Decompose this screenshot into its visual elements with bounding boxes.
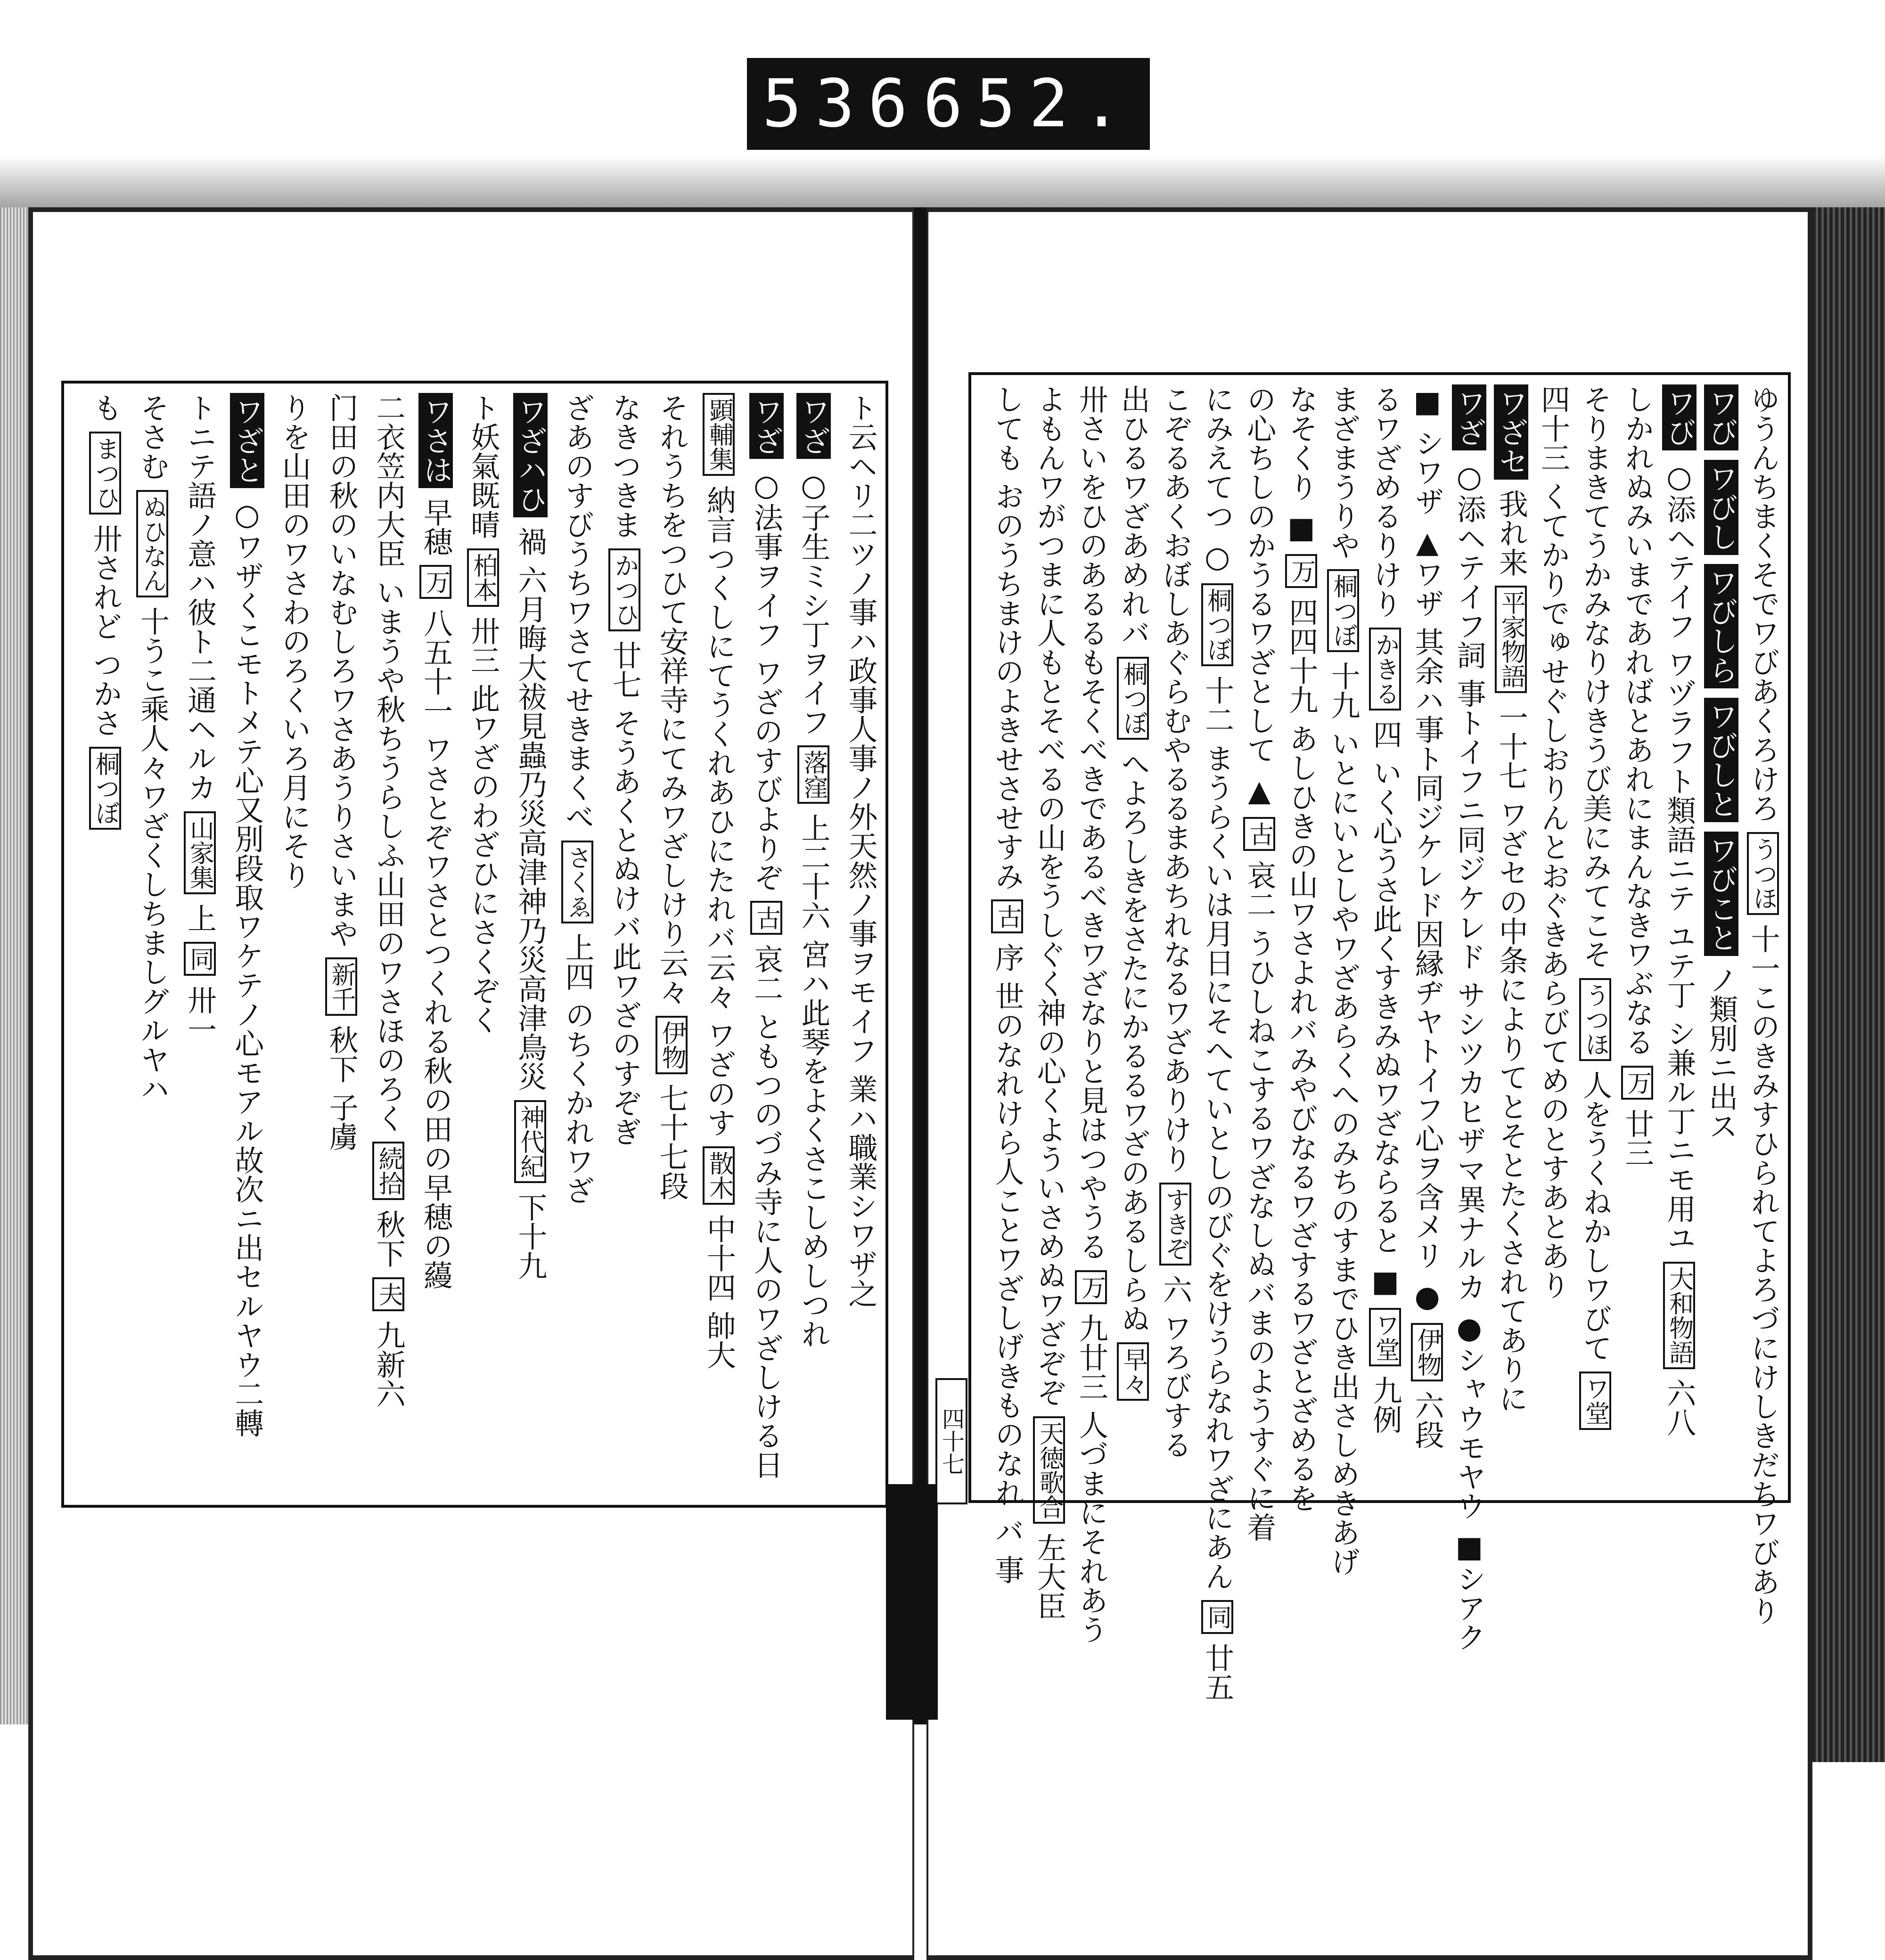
source-citation: 夫 — [372, 1277, 404, 1311]
entry-text: ○添ヘテイフ詞 事トイフニ同ジケレド サシツカヒザマ異ナルカ ●シャウモヤウ ■シアク — [1452, 450, 1487, 1652]
source-citation: 同 — [184, 942, 216, 976]
source-citation: 万 — [419, 565, 451, 599]
entry-text: るワざめるりけり — [1368, 384, 1403, 628]
source-citation: 桐つぼ — [1327, 569, 1359, 652]
text-column — [461, 393, 499, 1495]
text-column — [1741, 384, 1780, 1625]
source-citation: 万 — [1075, 1270, 1107, 1304]
text-column — [1237, 384, 1277, 1542]
source-citation: 散木 — [703, 1146, 735, 1205]
entry-text: 秋下 — [371, 1200, 406, 1277]
entry-text: 廿五 — [1200, 1633, 1235, 1702]
entry-text: 序 世のなれけら人ことワざしげきものなれ バ 事 — [990, 933, 1025, 1584]
source-citation: 落窪 — [797, 745, 829, 804]
entry-text: 门田の秋のいなむしろワさあうりさいまや — [324, 393, 359, 957]
text-column — [508, 393, 546, 1495]
text-column — [555, 393, 593, 1495]
text-column — [602, 393, 640, 1495]
entry-text: 二衣笠内大臣 いまうや秋ちうらしふ山田のワさほのろく — [371, 393, 406, 1142]
entry-text: ○子生ミシ丁ヲイフ — [796, 459, 831, 746]
headword: ワざと — [230, 393, 264, 488]
entry-text: へよろしきをさたにかるるワざのあるしらぬ — [1116, 739, 1151, 1343]
source-citation: うつほ — [1579, 978, 1611, 1061]
headword: ワび — [1704, 384, 1738, 450]
text-column — [1405, 384, 1445, 1487]
source-citation: ワ堂 — [1369, 1308, 1401, 1366]
entry-text: こぞるあくおぼしあぐらむやるるまあちれなるワざありけり — [1158, 384, 1193, 1183]
entry-text: 一十七 ワざセの中条によりてとそとたくされてありに — [1494, 693, 1529, 1413]
source-citation: 早々 — [1117, 1342, 1149, 1401]
source-citation: 万 — [1285, 554, 1317, 588]
entry-text: 七十七段 — [655, 1074, 689, 1200]
source-citation: ぬひなん — [136, 490, 168, 597]
entry-text: 納言つくしにてうくれあひにたれバ云々 ワざのす — [702, 476, 737, 1147]
text-column — [791, 393, 829, 1495]
entry-text: 哀二 うひしねこするワざなしぬバまのようすぐに着 — [1242, 851, 1277, 1542]
entry-text — [1704, 555, 1738, 564]
headword: ワびしと — [1704, 698, 1738, 822]
entry-text — [1704, 822, 1738, 832]
label-left-number: 536 — [762, 65, 921, 142]
text-column — [319, 393, 357, 1495]
text-column — [1111, 384, 1151, 1487]
entry-text: 出ひるワざあめれバ — [1116, 384, 1151, 657]
entry-text: 六段 — [1410, 1381, 1445, 1449]
left-text-frame — [61, 381, 888, 1508]
source-citation: すきぞ — [1159, 1183, 1191, 1266]
source-citation: 桐つぼ — [89, 747, 121, 830]
label-right-number: 652. — [923, 65, 1135, 142]
page-number: 四十七 — [935, 1378, 967, 1504]
headword: ワざセ — [1494, 384, 1528, 480]
text-column — [272, 393, 310, 1495]
source-citation: うつほ — [1747, 832, 1779, 915]
source-citation: 続拾 — [372, 1142, 404, 1200]
headword: ワざ — [796, 393, 831, 459]
headword: ワざハひ — [513, 393, 548, 517]
headword: ワび — [1662, 384, 1696, 450]
text-column — [1027, 384, 1067, 1621]
entry-text: 禍 六月晦大祓見蟲乃災高津神乃災高津鳥災 — [513, 517, 548, 1101]
entry-text: ト云ヘリ二ツノ事ハ政事人事ノ外天然ノ事ヲモイフ 業ハ職業シワザ之 — [844, 393, 878, 1308]
source-citation: かつひ — [608, 548, 640, 631]
entry-text: 卅一 — [182, 976, 217, 1044]
entry-text: ゆうんちまくそでワびあくろけろ — [1746, 384, 1780, 832]
entry-text: 十一このきみすひられてよろづにけしきだちワびあり — [1746, 915, 1780, 1625]
source-citation: 天徳歌合 — [1033, 1416, 1065, 1524]
text-column — [1195, 384, 1235, 1702]
headword: ワびしら — [1704, 564, 1738, 688]
entry-text: 九新六 — [371, 1311, 406, 1408]
source-citation: 伊物 — [1411, 1323, 1443, 1381]
entry-text: も — [88, 393, 123, 432]
entry-text: よもんワがつまに人もとそべるの山をうしぐく神の心くよういさめぬワざぞぞ — [1032, 384, 1067, 1416]
entry-text: 卅されど つかさ — [88, 514, 123, 747]
text-column — [1363, 384, 1401, 1487]
text-column — [1447, 384, 1487, 1652]
entry-text: 十九 いとにいとしやワざあらくへのみちのすまでひき出さしめきあげ — [1326, 652, 1360, 1576]
entry-text: 秋下 子虜 — [324, 1015, 359, 1152]
entry-text: しかれぬみいまであればとあれにまんなきワぶなる — [1620, 384, 1655, 1066]
text-column — [366, 393, 404, 1495]
text-column — [1321, 384, 1360, 1576]
source-citation: 桐つぼ — [1201, 583, 1233, 666]
right-page-edges — [1812, 207, 1885, 1762]
source-citation: かきる — [1369, 628, 1401, 710]
text-column — [83, 393, 121, 1495]
entry-text: なきつきま — [607, 393, 642, 548]
source-citation: 古 — [991, 899, 1023, 933]
source-citation: 古 — [1243, 817, 1275, 851]
text-column — [1279, 384, 1319, 1512]
entry-text: 六八 — [1662, 1369, 1696, 1437]
entry-text: 卅三 此ワざのわざひにさくぞく — [466, 606, 500, 1035]
text-column — [697, 393, 737, 1495]
text-column — [1531, 384, 1571, 1487]
entry-text: それうちをつひて安祥寺にてみワざしけり云々 — [655, 393, 689, 1016]
source-citation: 同 — [1201, 1600, 1233, 1634]
entry-text: 卅さいをひのあるるもそくべきであるべきワざなりと見はつやうる — [1074, 384, 1109, 1270]
text-column — [649, 393, 687, 1495]
headword: ワさは — [418, 393, 453, 488]
source-citation: さくゑ — [561, 841, 593, 923]
entry-text: 上四 のちくかれワざ — [560, 923, 595, 1205]
source-citation: 伊物 — [656, 1016, 688, 1074]
entry-text: ○法事ヲイフ ワざのすびよりぞ — [749, 459, 784, 901]
entry-text: 九例 — [1368, 1366, 1403, 1434]
source-citation: 古 — [750, 901, 782, 935]
text-column — [178, 393, 215, 1495]
entry-text: しても おのうちまけのよきせさせすみ — [990, 384, 1025, 900]
text-column — [1615, 384, 1653, 1487]
entry-text: 廿七 そうあくとぬけバ此ワざのすぞぎ — [607, 631, 642, 1147]
text-column — [1657, 384, 1695, 1487]
entry-text: にみえてつ ○ — [1200, 384, 1235, 584]
entry-text: そりまきてうかみなりけきうび美にみてこそ — [1578, 384, 1613, 978]
source-citation: 桐つぼ — [1117, 657, 1149, 740]
source-citation: まつひ — [89, 432, 121, 514]
text-column — [413, 393, 451, 1495]
entry-text: 九廿三 人づまにそれあう — [1074, 1304, 1109, 1644]
left-page-edges — [0, 207, 28, 1724]
headword: ワびこと — [1704, 832, 1738, 956]
entry-text: トニテ語ノ意ハ彼ト二通ヘルカ — [182, 393, 217, 811]
entry-text: りを山田のワさわのろくいろ月にそり — [277, 393, 311, 890]
headword: ワびし — [1704, 460, 1738, 555]
call-number-label — [747, 58, 1150, 150]
headword: ワざ — [1452, 384, 1486, 450]
entry-text: ざあのすびうちワさてせきまくべ — [560, 393, 595, 841]
entry-text: 人をうくねかしワびて — [1578, 1061, 1613, 1372]
entry-text: 六 ワろびする — [1158, 1265, 1193, 1460]
source-citation: 神代紀 — [514, 1100, 546, 1183]
text-column — [744, 393, 782, 1495]
right-text-frame — [968, 372, 1791, 1702]
entry-text: 左大臣 — [1032, 1523, 1067, 1621]
entry-text — [1704, 688, 1738, 698]
entry-text: そさむ — [135, 393, 170, 490]
entry-text: 哀二 ともつのづみ寺に人のワざしける日 — [749, 935, 784, 1479]
entry-text: ト妖氣既晴 — [466, 393, 500, 548]
entry-text: 上二十六 宮ハ此琴をよくさこしめしつれ — [796, 804, 831, 1348]
source-citation: 平家物語 — [1495, 586, 1527, 693]
text-column — [1069, 384, 1109, 1644]
entry-text: 上 — [182, 894, 217, 942]
entry-text: 中十四 帥大 — [702, 1205, 737, 1370]
entry-text: 十うこ乘人々ワざくしちましグルヤハ — [135, 597, 170, 1103]
entry-text: 我れ来 — [1494, 480, 1529, 586]
headword: ワざ — [749, 393, 784, 459]
text-column — [838, 393, 876, 1495]
entry-text: 早穂 — [418, 488, 453, 565]
text-column — [225, 393, 262, 1495]
entry-text: の心ちしのかうるワざとして ▲ — [1242, 384, 1277, 817]
entry-text — [1704, 450, 1738, 460]
text-column — [130, 393, 168, 1495]
source-citation: 顕輔集 — [703, 393, 735, 476]
entry-text: ○ワザくこモトメテ心又別段取ワケテノ心モアル故次ニ出セルヤウ二轉 — [229, 488, 264, 1437]
text-column — [1153, 384, 1191, 1487]
entry-text: 八五十一 ワさとぞワさとつくれる秋の田の早穂の蘰 — [418, 599, 453, 1290]
gutter-bottom-shadow — [886, 1484, 938, 1720]
entry-text: 下十九 — [513, 1183, 548, 1280]
source-citation: 新千 — [325, 957, 357, 1016]
entry-text: ノ類別ニ出ス — [1704, 956, 1738, 1141]
entry-text: ■ シワザ ▲ワザ 其余ハ事ト同ジケレド因縁ヂヤトイフ心ヲ含メリ ● — [1410, 384, 1445, 1323]
source-citation: 山家集 — [184, 811, 216, 894]
source-citation: 万 — [1621, 1066, 1653, 1100]
text-column — [985, 384, 1025, 1584]
entry-text: 四十三 くてかりでゅせぐしおりんとおぐきあらびてめのとすあとあり — [1536, 384, 1571, 1299]
source-citation: 柏本 — [467, 548, 499, 607]
text-column — [1489, 384, 1529, 1487]
entry-text: 四四十九 あしひきの山ワさよれバみやびなるワざするワざとざめるを — [1284, 588, 1319, 1512]
entry-text: 四 いく心うさ此くすきみぬワざならると ■ — [1368, 710, 1403, 1308]
entry-text: ○添ヘテイフ ワヅラフト類語ニテ ユテ丁 シ兼ル丁ニモ用ユ — [1662, 450, 1696, 1262]
source-citation: ワ堂 — [1579, 1372, 1611, 1430]
source-citation: 大和物語 — [1663, 1262, 1695, 1369]
entry-text: 廿三 — [1620, 1099, 1655, 1168]
text-column — [1573, 384, 1611, 1487]
entry-text: まざまうりや — [1326, 384, 1360, 569]
entry-text: なそくり ■ — [1284, 384, 1319, 555]
entry-text: 十二 まうらくいは月日にそへていとしのびぐをけうらなれワざにあん — [1200, 666, 1235, 1600]
text-column — [1699, 384, 1737, 1487]
